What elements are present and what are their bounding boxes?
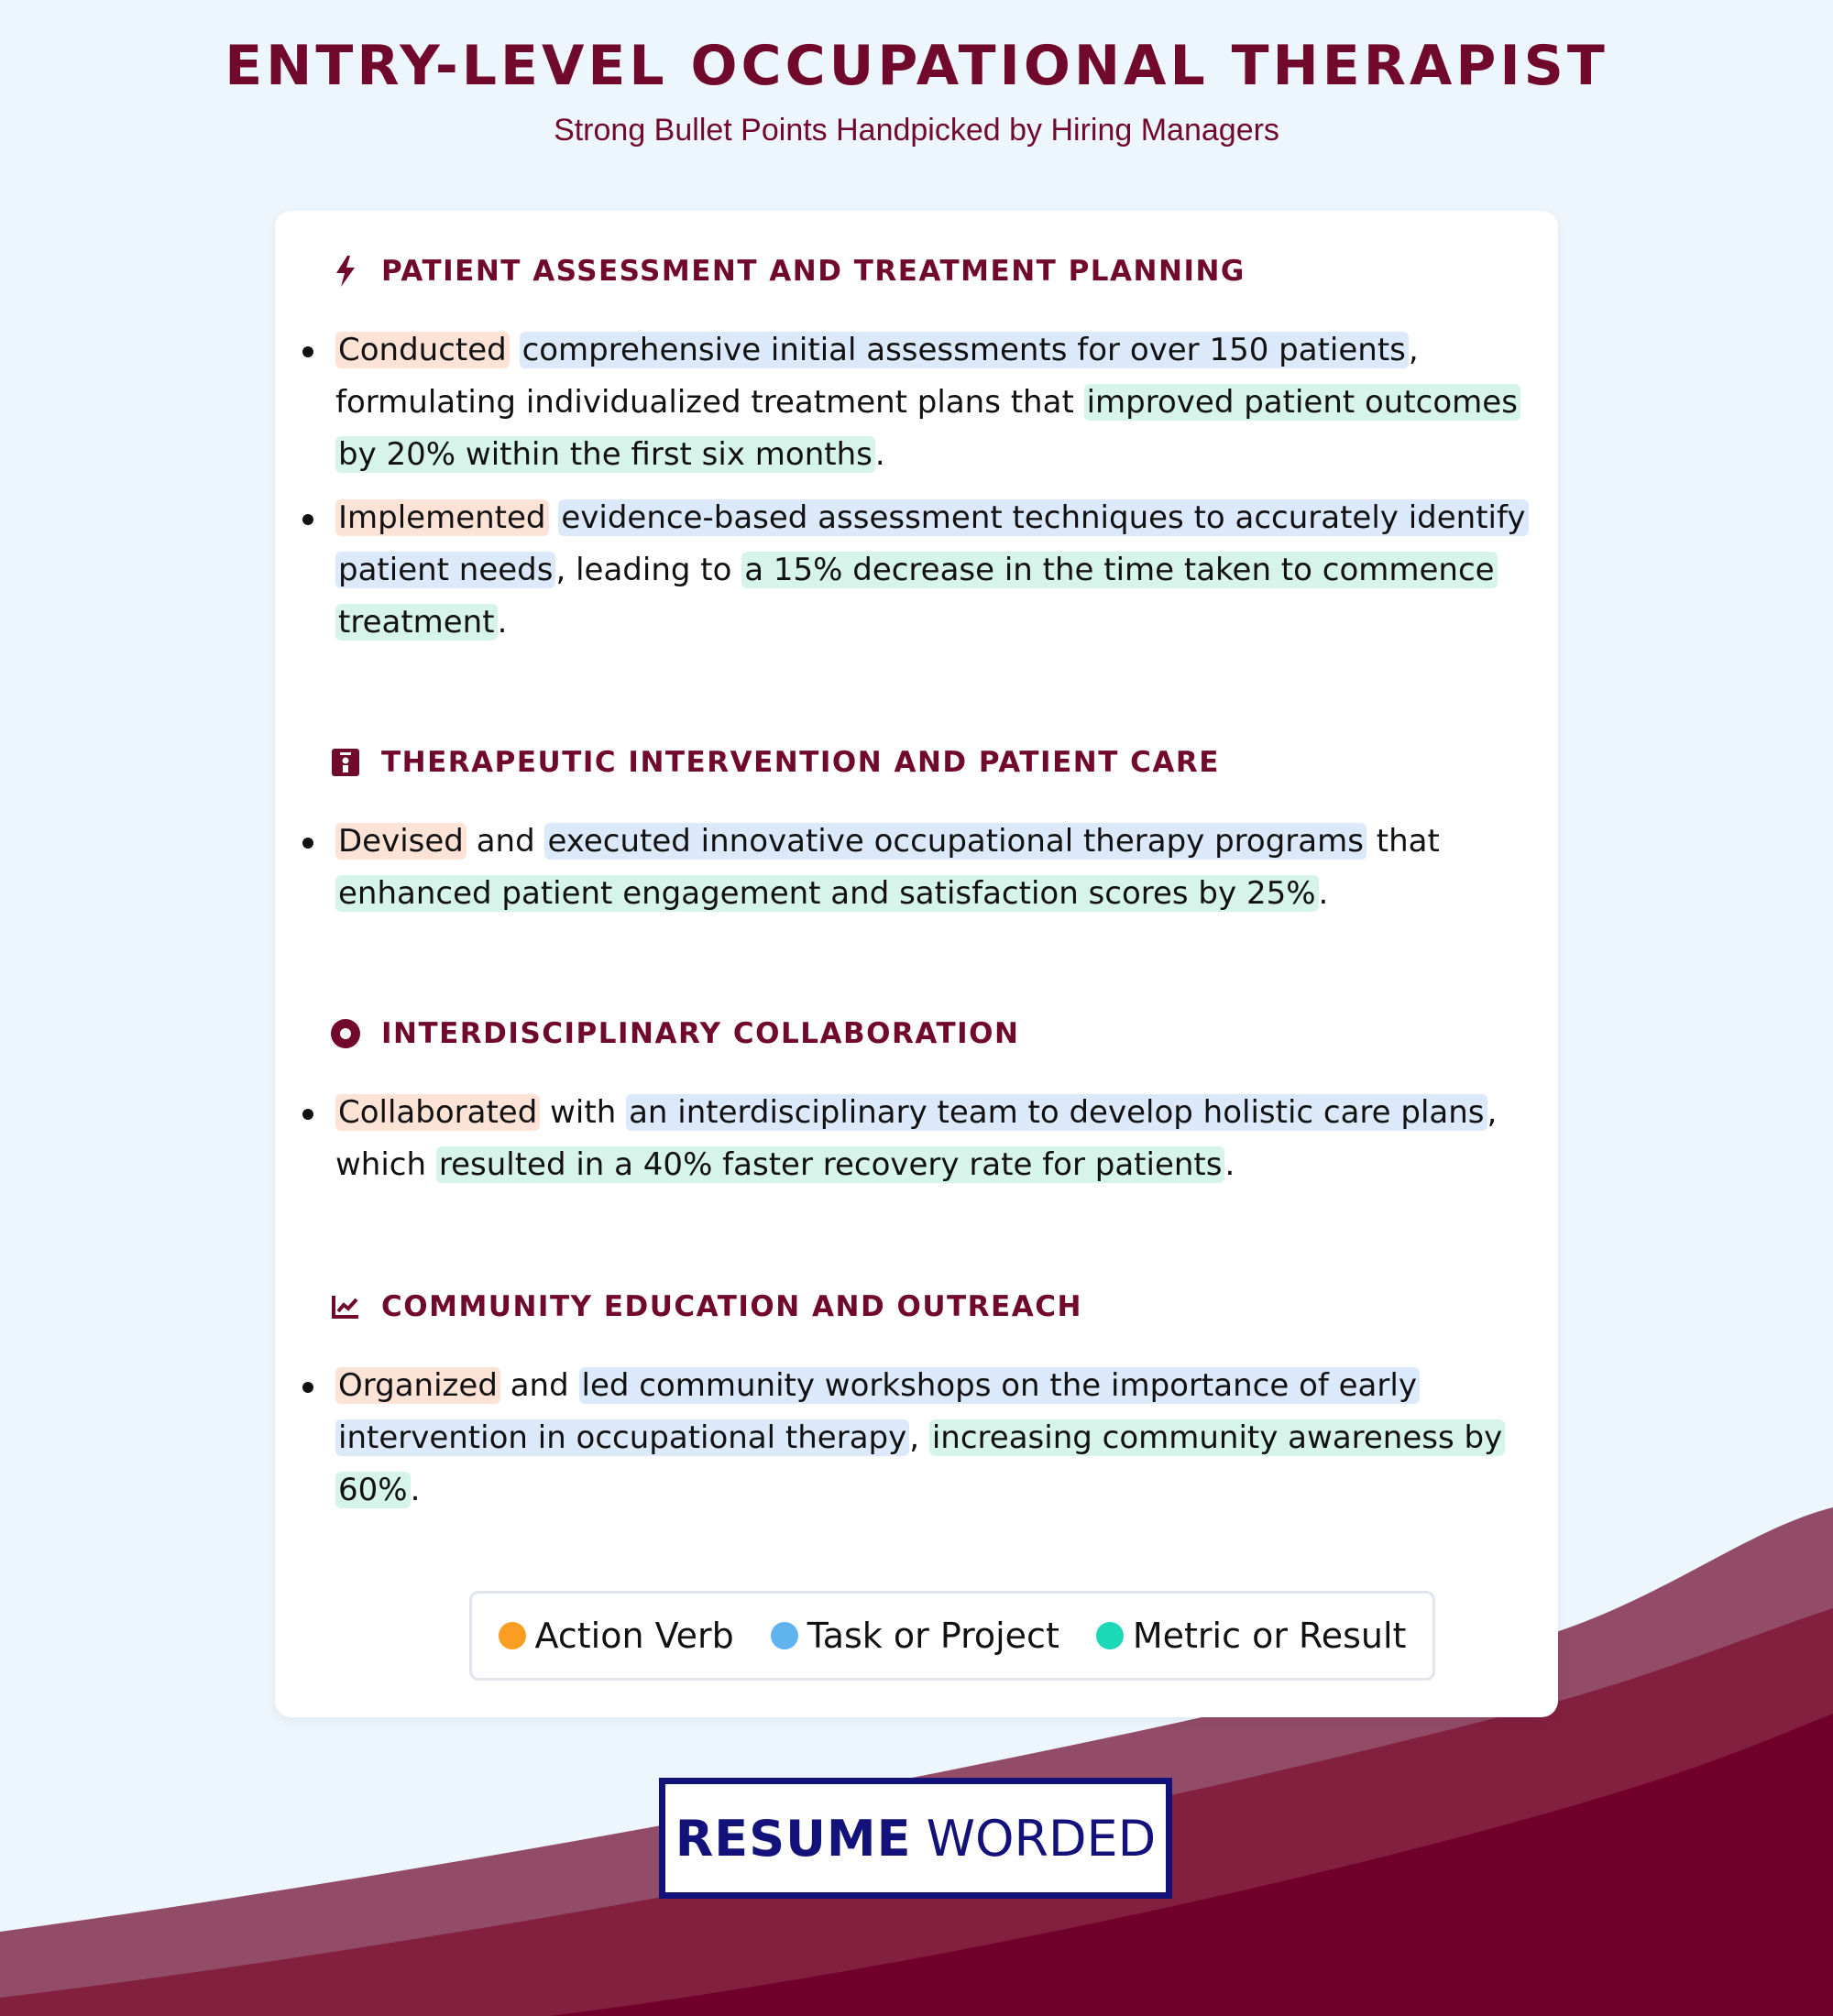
bullet-text xyxy=(335,492,1531,649)
legend-item-task xyxy=(771,1616,1059,1656)
page-header xyxy=(0,27,1833,150)
section-title: PATIENT ASSESSMENT AND TREATMENT PLANNING xyxy=(381,255,1246,288)
bullet-list xyxy=(275,1360,1558,1517)
verb-highlight: Implemented xyxy=(335,499,549,536)
logo-bold-text: RESUME xyxy=(675,1809,912,1868)
legend-item-action-verb xyxy=(499,1616,734,1656)
section-header xyxy=(330,1287,1082,1327)
bullet-dot xyxy=(302,1109,313,1120)
legend-label: Task or Project xyxy=(807,1616,1059,1656)
verb-highlight: Conducted xyxy=(335,332,510,368)
id-badge-icon xyxy=(330,747,361,778)
bullet-card xyxy=(275,211,1558,1717)
plain-text: with xyxy=(540,1094,627,1131)
resume-worded-logo[interactable] xyxy=(659,1778,1172,1899)
bullet-text xyxy=(335,324,1531,481)
task-highlight: an interdisciplinary team to develop holistic care plans xyxy=(626,1094,1487,1131)
section-header xyxy=(330,742,1220,783)
plain-text: . xyxy=(1224,1146,1235,1183)
plain-text: , which xyxy=(335,1094,1498,1183)
legend-item-metric xyxy=(1096,1616,1407,1656)
task-highlight: executed innovative occupational therapy programs xyxy=(544,823,1366,860)
page-subtitle: Strong Bullet Points Handpicked by Hiring Managers xyxy=(554,113,1279,148)
line-chart-icon xyxy=(330,1291,361,1322)
bullet-dot xyxy=(302,1382,313,1393)
bullet-dot xyxy=(302,838,313,849)
target-circle-icon xyxy=(330,1018,361,1049)
verb-highlight: Devised xyxy=(335,823,466,860)
bullet-list xyxy=(275,816,1558,920)
page-title: ENTRY-LEVEL OCCUPATIONAL THERAPIST xyxy=(225,34,1608,98)
task-highlight: led community workshops on the importance of early intervention in occupational therapy xyxy=(335,1367,1420,1456)
section-header xyxy=(330,251,1246,291)
task-highlight: evidence-based assessment techniques to accurately identify patient needs xyxy=(335,499,1529,588)
plain-text: and xyxy=(499,1367,579,1404)
plain-text: . xyxy=(497,604,508,641)
legend-label: Metric or Result xyxy=(1132,1616,1407,1656)
bullet-item xyxy=(275,492,1558,649)
bullet-dot xyxy=(302,346,313,357)
section-title: THERAPEUTIC INTERVENTION AND PATIENT CARE xyxy=(381,746,1220,779)
highlight-legend xyxy=(469,1591,1435,1681)
section-header xyxy=(330,1013,1019,1054)
bullet-text xyxy=(335,1360,1531,1517)
bolt-icon xyxy=(330,256,361,287)
metric-highlight: enhanced patient engagement and satisfaction scores by 25% xyxy=(335,875,1319,912)
task-highlight: comprehensive initial assessments for over 150 patients xyxy=(520,332,1409,368)
plain-text: . xyxy=(1318,875,1329,912)
verb-highlight: Organized xyxy=(335,1367,500,1404)
plain-text: . xyxy=(874,436,885,473)
bullet-text xyxy=(335,816,1531,920)
legend-dot xyxy=(771,1622,798,1649)
metric-highlight: increasing community awareness by 60% xyxy=(335,1419,1505,1508)
bullet-list xyxy=(275,1087,1558,1191)
bullet-list xyxy=(275,324,1558,649)
bullet-item xyxy=(275,816,1558,920)
plain-text: . xyxy=(410,1472,421,1508)
plain-text xyxy=(510,332,520,368)
metric-highlight: a 15% decrease in the time taken to commence treatment xyxy=(335,552,1498,641)
section-title: COMMUNITY EDUCATION AND OUTREACH xyxy=(381,1290,1082,1323)
plain-text: and xyxy=(466,823,545,860)
bullet-item xyxy=(275,324,1558,481)
plain-text: , formulating individualized treatment plans that xyxy=(335,332,1419,421)
plain-text: , xyxy=(909,1419,929,1456)
bullet-dot xyxy=(302,514,313,525)
bullet-text xyxy=(335,1087,1531,1191)
section-title: INTERDISCIPLINARY COLLABORATION xyxy=(381,1017,1020,1050)
plain-text xyxy=(549,499,559,536)
verb-highlight: Collaborated xyxy=(335,1094,540,1131)
legend-label: Action Verb xyxy=(534,1616,734,1656)
metric-highlight: resulted in a 40% faster recovery rate for patients xyxy=(436,1146,1225,1183)
bullet-item xyxy=(275,1087,1558,1191)
legend-dot xyxy=(1096,1622,1124,1649)
plain-text: that xyxy=(1366,823,1440,860)
legend-dot xyxy=(499,1622,526,1649)
metric-highlight: improved patient outcomes by 20% within the first six months xyxy=(335,384,1520,473)
bullet-item xyxy=(275,1360,1558,1517)
logo-light-text: WORDED xyxy=(926,1809,1157,1868)
plain-text: , leading to xyxy=(555,552,742,588)
